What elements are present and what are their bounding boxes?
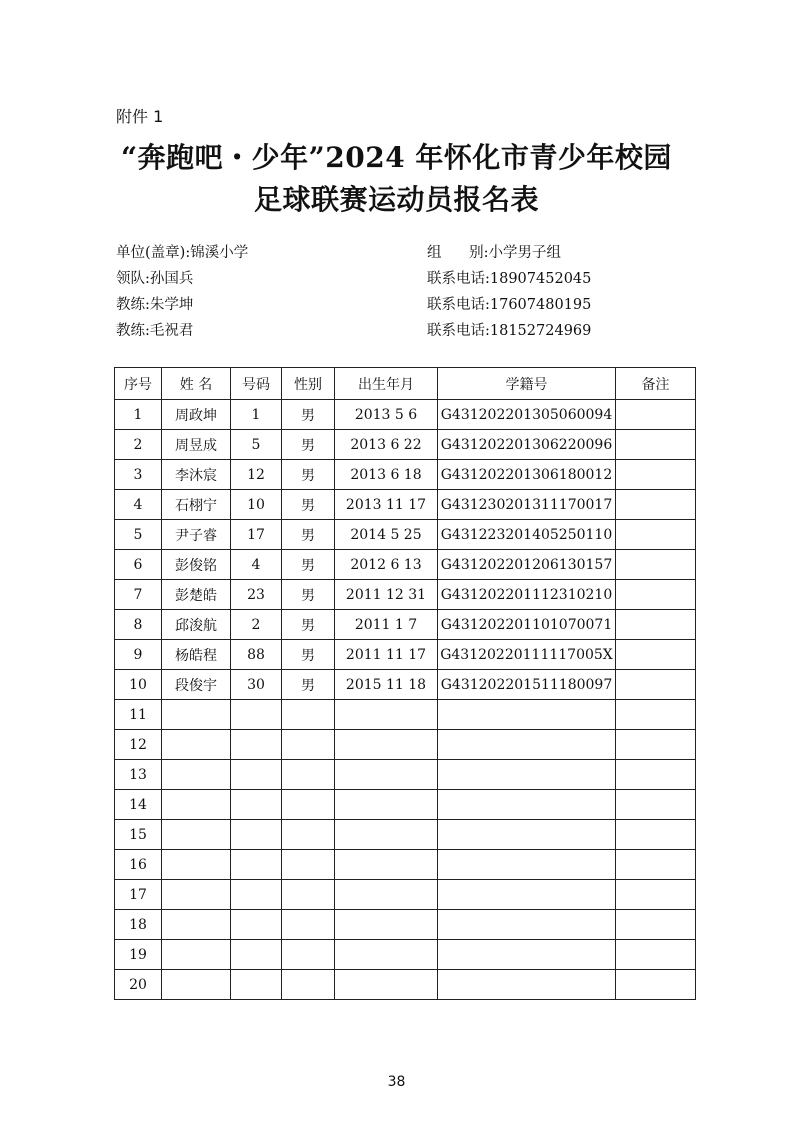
coach-field-1: 教练:朱学坤: [116, 297, 194, 313]
cell-gender: 男: [282, 670, 335, 700]
cell-student-id: G431202201112310210: [438, 580, 616, 610]
cell-student-id: [438, 760, 616, 790]
cell-name: [162, 700, 231, 730]
cell-student-id: G431230201311170017: [438, 490, 616, 520]
cell-remarks: [616, 670, 696, 700]
cell-gender: [282, 760, 335, 790]
cell-index: 20: [115, 970, 162, 1000]
cell-gender: [282, 910, 335, 940]
cell-student-id: G431202201306180012: [438, 460, 616, 490]
cell-birth-date: 2012 6 13: [335, 550, 438, 580]
group-field: 组 别:小学男子组: [427, 245, 562, 261]
cell-index: 3: [115, 460, 162, 490]
cell-index: 16: [115, 850, 162, 880]
cell-remarks: [616, 850, 696, 880]
cell-index: 12: [115, 730, 162, 760]
cell-birth-date: [335, 700, 438, 730]
table-row: [115, 820, 696, 850]
cell-index: 9: [115, 640, 162, 670]
header-name: 姓 名: [162, 368, 231, 400]
cell-birth-date: 2013 11 17: [335, 490, 438, 520]
cell-birth-date: 2015 11 18: [335, 670, 438, 700]
cell-number: [231, 880, 282, 910]
table-row: [115, 430, 696, 460]
cell-birth-date: [335, 850, 438, 880]
document-title-line-1: “奔跑吧・少年”2024 年怀化市青少年校园: [121, 141, 672, 174]
cell-birth-date: 2013 6 18: [335, 460, 438, 490]
cell-remarks: [616, 640, 696, 670]
cell-index: 7: [115, 580, 162, 610]
cell-remarks: [616, 790, 696, 820]
table-row: [115, 580, 696, 610]
table-row: [115, 760, 696, 790]
cell-index: 13: [115, 760, 162, 790]
cell-remarks: [616, 820, 696, 850]
cell-gender: [282, 850, 335, 880]
page-number: 38: [387, 1074, 406, 1090]
cell-student-id: G431202201206130157: [438, 550, 616, 580]
cell-student-id: G431202201511180097: [438, 670, 616, 700]
cell-gender: 男: [282, 460, 335, 490]
cell-birth-date: [335, 940, 438, 970]
cell-gender: 男: [282, 640, 335, 670]
table-row: [115, 610, 696, 640]
cell-name: [162, 880, 231, 910]
header-gender: 性别: [282, 368, 335, 400]
cell-name: 石栩宁: [162, 490, 231, 520]
cell-student-id: G431202201305060094: [438, 400, 616, 430]
table-row: [115, 880, 696, 910]
cell-name: 邱浚航: [162, 610, 231, 640]
cell-remarks: [616, 550, 696, 580]
cell-index: 6: [115, 550, 162, 580]
cell-name: 周政坤: [162, 400, 231, 430]
cell-gender: [282, 880, 335, 910]
header-remarks: 备注: [616, 368, 696, 400]
cell-birth-date: 2013 5 6: [335, 400, 438, 430]
phone-field-1: 联系电话:18907452045: [427, 271, 592, 287]
cell-index: 8: [115, 610, 162, 640]
cell-index: 4: [115, 490, 162, 520]
cell-birth-date: [335, 910, 438, 940]
cell-name: 段俊宇: [162, 670, 231, 700]
cell-gender: 男: [282, 490, 335, 520]
cell-gender: [282, 730, 335, 760]
cell-student-id: [438, 790, 616, 820]
header-index: 序号: [115, 368, 162, 400]
cell-remarks: [616, 460, 696, 490]
header-number: 号码: [231, 368, 282, 400]
cell-name: [162, 760, 231, 790]
table-row: [115, 970, 696, 1000]
cell-name: [162, 820, 231, 850]
cell-index: 18: [115, 910, 162, 940]
cell-name: [162, 910, 231, 940]
cell-index: 5: [115, 520, 162, 550]
cell-name: [162, 730, 231, 760]
cell-number: 30: [231, 670, 282, 700]
document-title-line-2: 足球联赛运动员报名表: [253, 183, 539, 216]
table-row: [115, 550, 696, 580]
cell-name: 李沐宸: [162, 460, 231, 490]
cell-number: 1: [231, 400, 282, 430]
attachment-label: 附件 1: [116, 107, 164, 126]
cell-remarks: [616, 760, 696, 790]
cell-name: [162, 790, 231, 820]
registration-table: [114, 367, 696, 1000]
table-row: [115, 940, 696, 970]
cell-number: [231, 790, 282, 820]
cell-number: 10: [231, 490, 282, 520]
cell-gender: [282, 940, 335, 970]
cell-gender: [282, 700, 335, 730]
phone-field-3: 联系电话:18152724969: [427, 323, 592, 339]
cell-remarks: [616, 940, 696, 970]
cell-remarks: [616, 580, 696, 610]
cell-name: [162, 970, 231, 1000]
cell-student-id: [438, 730, 616, 760]
cell-birth-date: 2011 1 7: [335, 610, 438, 640]
table-row: [115, 670, 696, 700]
cell-index: 10: [115, 670, 162, 700]
cell-remarks: [616, 400, 696, 430]
cell-student-id: [438, 910, 616, 940]
cell-name: 杨皓程: [162, 640, 231, 670]
cell-gender: [282, 790, 335, 820]
cell-student-id: [438, 820, 616, 850]
cell-number: [231, 850, 282, 880]
header-student-id: 学籍号: [438, 368, 616, 400]
cell-birth-date: [335, 760, 438, 790]
table-header-row: [115, 368, 696, 400]
cell-name: [162, 940, 231, 970]
cell-birth-date: 2014 5 25: [335, 520, 438, 550]
cell-student-id: G43120220111117005X: [438, 640, 616, 670]
cell-gender: 男: [282, 550, 335, 580]
coach-field-2: 教练:毛祝君: [116, 323, 194, 339]
cell-number: 12: [231, 460, 282, 490]
cell-gender: 男: [282, 580, 335, 610]
cell-student-id: G431202201306220096: [438, 430, 616, 460]
cell-birth-date: [335, 820, 438, 850]
table-row: [115, 700, 696, 730]
cell-student-id: [438, 850, 616, 880]
cell-number: 5: [231, 430, 282, 460]
cell-remarks: [616, 880, 696, 910]
cell-gender: [282, 820, 335, 850]
cell-remarks: [616, 700, 696, 730]
cell-index: 17: [115, 880, 162, 910]
cell-student-id: G431223201405250110: [438, 520, 616, 550]
cell-name: 尹子睿: [162, 520, 231, 550]
cell-number: 23: [231, 580, 282, 610]
cell-birth-date: [335, 970, 438, 1000]
table-row: [115, 730, 696, 760]
cell-student-id: [438, 940, 616, 970]
cell-index: 11: [115, 700, 162, 730]
cell-student-id: G431202201101070071: [438, 610, 616, 640]
phone-field-2: 联系电话:17607480195: [427, 297, 592, 313]
cell-number: [231, 910, 282, 940]
cell-birth-date: [335, 880, 438, 910]
cell-number: [231, 700, 282, 730]
table-row: [115, 790, 696, 820]
cell-number: 2: [231, 610, 282, 640]
cell-index: 1: [115, 400, 162, 430]
cell-name: [162, 850, 231, 880]
cell-student-id: [438, 880, 616, 910]
cell-gender: [282, 970, 335, 1000]
table-row: [115, 520, 696, 550]
cell-number: [231, 730, 282, 760]
cell-gender: 男: [282, 400, 335, 430]
cell-index: 15: [115, 820, 162, 850]
cell-number: [231, 760, 282, 790]
cell-birth-date: [335, 730, 438, 760]
cell-student-id: [438, 970, 616, 1000]
table-row: [115, 640, 696, 670]
cell-student-id: [438, 700, 616, 730]
cell-number: [231, 940, 282, 970]
cell-number: 4: [231, 550, 282, 580]
cell-birth-date: 2011 11 17: [335, 640, 438, 670]
cell-name: 彭俊铭: [162, 550, 231, 580]
leader-field: 领队:孙国兵: [116, 271, 194, 287]
cell-index: 14: [115, 790, 162, 820]
cell-number: [231, 820, 282, 850]
cell-gender: 男: [282, 430, 335, 460]
header-birth-date: 出生年月: [335, 368, 438, 400]
cell-index: 2: [115, 430, 162, 460]
cell-remarks: [616, 520, 696, 550]
cell-gender: 男: [282, 520, 335, 550]
cell-remarks: [616, 490, 696, 520]
cell-remarks: [616, 730, 696, 760]
cell-name: 彭楚皓: [162, 580, 231, 610]
cell-number: 88: [231, 640, 282, 670]
cell-birth-date: [335, 790, 438, 820]
cell-gender: 男: [282, 610, 335, 640]
cell-index: 19: [115, 940, 162, 970]
table-row: [115, 850, 696, 880]
table-row: [115, 460, 696, 490]
cell-remarks: [616, 610, 696, 640]
table-row: [115, 910, 696, 940]
unit-field: 单位(盖章):锦溪小学: [116, 245, 249, 261]
cell-number: 17: [231, 520, 282, 550]
cell-number: [231, 970, 282, 1000]
cell-birth-date: 2011 12 31: [335, 580, 438, 610]
cell-birth-date: 2013 6 22: [335, 430, 438, 460]
cell-remarks: [616, 970, 696, 1000]
cell-remarks: [616, 430, 696, 460]
table-row: [115, 490, 696, 520]
table-row: [115, 400, 696, 430]
cell-name: 周昱成: [162, 430, 231, 460]
cell-remarks: [616, 910, 696, 940]
